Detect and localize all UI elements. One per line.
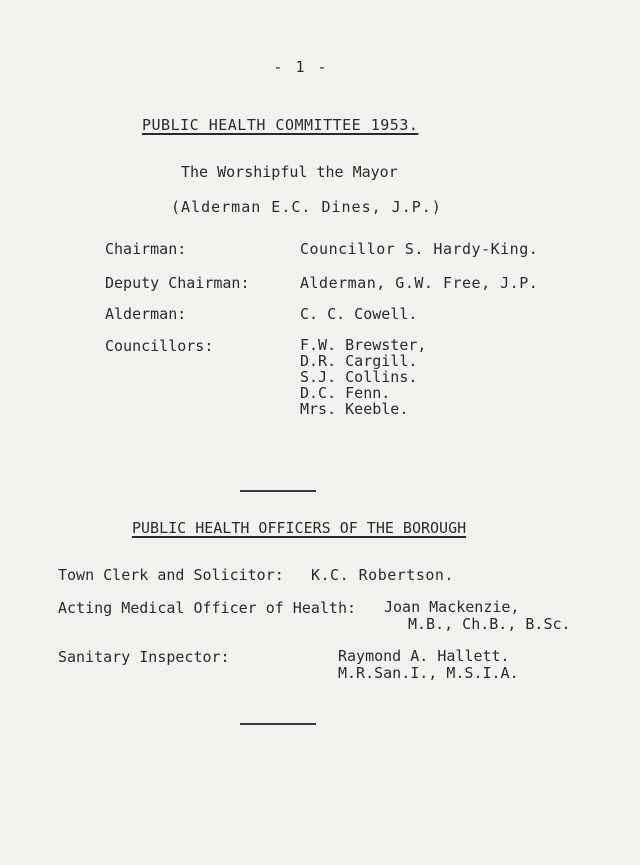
- officer-names-medical-officer: [384, 599, 571, 633]
- councillor-name: D.C. Fenn.: [300, 384, 391, 402]
- councillor-name: Mrs. Keeble.: [300, 400, 409, 418]
- councillor-name: D.R. Cargill.: [300, 352, 418, 370]
- officer-role-sanitary-inspector: Sanitary Inspector:: [58, 648, 230, 666]
- member-role-deputy-chairman: Deputy Chairman:: [105, 274, 250, 292]
- committee-title: PUBLIC HEALTH COMMITTEE 1953.: [142, 116, 419, 134]
- officer-name-line: M.B., Ch.B., B.Sc.: [408, 615, 571, 633]
- officer-name-line: M.R.San.I., M.S.I.A.: [338, 664, 519, 682]
- officer-names-sanitary-inspector: [338, 648, 519, 682]
- member-role-councillors: Councillors:: [105, 337, 214, 355]
- member-role-alderman: Alderman:: [105, 305, 187, 323]
- member-role-chairman: Chairman:: [105, 240, 187, 258]
- bottom-divider: [240, 723, 316, 725]
- councillor-name: F.W. Brewster,: [300, 336, 427, 354]
- officer-role-town-clerk: Town Clerk and Solicitor:: [58, 566, 284, 584]
- councillor-list: [300, 337, 426, 417]
- member-name-chairman: Councillor S. Hardy-King.: [300, 240, 539, 258]
- officer-name-line: Joan Mackenzie,: [384, 598, 520, 616]
- officer-name-line: Raymond A. Hallett.: [338, 647, 510, 665]
- officer-role-medical-officer: Acting Medical Officer of Health:: [58, 599, 357, 617]
- member-name-deputy-chairman: Alderman, G.W. Free, J.P.: [300, 274, 539, 292]
- officer-name-town-clerk: K.C. Robertson.: [311, 566, 454, 584]
- member-name-alderman: C. C. Cowell.: [300, 305, 418, 323]
- page-number: - 1 -: [273, 58, 329, 76]
- section-divider: [240, 490, 316, 492]
- councillor-name: S.J. Collins.: [300, 368, 418, 386]
- officers-title: PUBLIC HEALTH OFFICERS OF THE BOROUGH: [132, 519, 467, 537]
- mayor-line: The Worshipful the Mayor: [181, 163, 398, 181]
- mayor-name: (Alderman E.C. Dines, J.P.): [171, 198, 442, 216]
